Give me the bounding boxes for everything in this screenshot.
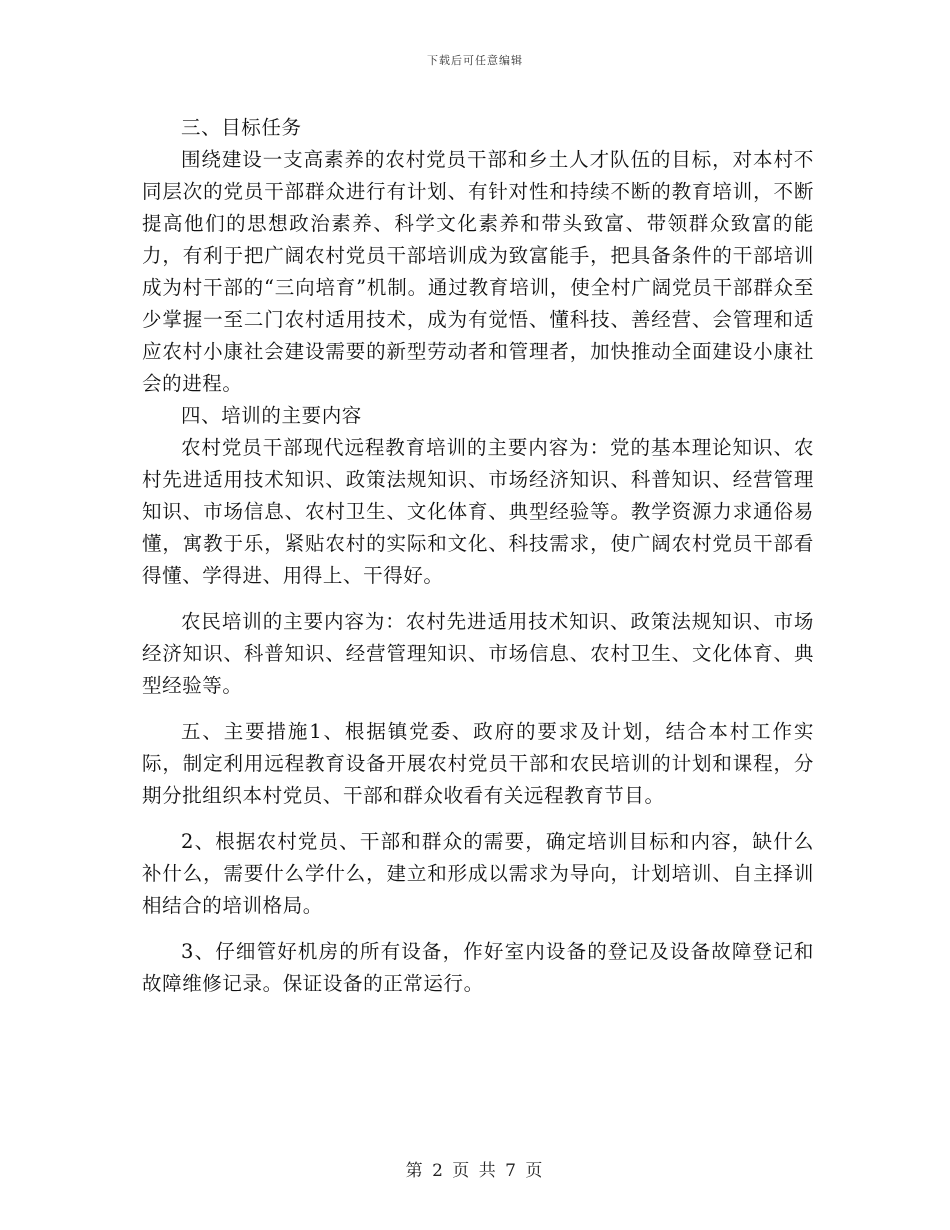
- paragraph-measures-1: 五、主要措施1、根据镇党委、政府的要求及计划，结合本村工作实际，制定利用远程教育设备开展农村党员干部和农民培训的计划和课程，分期分批组织本村党员、干部和群众收看有关远程教育节目。: [142, 720, 814, 807]
- paragraph-measures-3: 3、仔细管好机房的所有设备，作好室内设备的登记及设备故障登记和故障维修记录。保证设备的正常运行。: [142, 940, 814, 995]
- paragraph-goals: 围绕建设一支高素养的农村党员干部和乡土人才队伍的目标，对本村不同层次的党员干部群众进行有计划、有针对性和持续不断的教育培训，不断提高他们的思想政治素养、科学文化素养和带头致富、带领群众致富的能力，有利于把广阔农村党员干部培训成为致富能手，把具备条件的干部培训成为村干部的“三向培育”机制。通过教育培训，使全村广阔党员干部群众至少掌握一至二门农村适用技术，成为有觉悟、懂科技、善经营、会管理和适应农村小康社会建设需要的新型劳动者和管理者，加快推动全面建设小康社会的进程。: [142, 148, 814, 395]
- paragraph-farmer-training-content: 农民培训的主要内容为：农村先进适用技术知识、政策法规知识、市场经济知识、科普知识、经营管理知识、市场信息、农村卫生、文化体育、典型经验等。: [142, 610, 814, 697]
- page-number: 第 2 页 共 7 页: [405, 1161, 545, 1181]
- paragraph-measures-2: 2、根据农村党员、干部和群众的需要，确定培训目标和内容，缺什么补什么，需要什么学什么，建立和形成以需求为导向，计划培训、自主择训相结合的培训格局。: [142, 830, 814, 917]
- section-heading-training-content: 四、培训的主要内容: [181, 404, 362, 427]
- document-body: [142, 112, 814, 1000]
- paragraph-party-training-content: 农村党员干部现代远程教育培训的主要内容为：党的基本理论知识、农村先进适用技术知识、政策法规知识、市场经济知识、科普知识、经营管理知识、市场信息、农村卫生、文化体育、典型经验等。教学资源力求通俗易懂，寓教于乐，紧贴农村的实际和文化、科技需求，使广阔农村党员干部看得懂、学得进、用得上、干得好。: [142, 436, 814, 587]
- page-header-note: 下载后可任意编辑: [427, 54, 523, 67]
- section-heading-goals: 三、目标任务: [181, 116, 302, 139]
